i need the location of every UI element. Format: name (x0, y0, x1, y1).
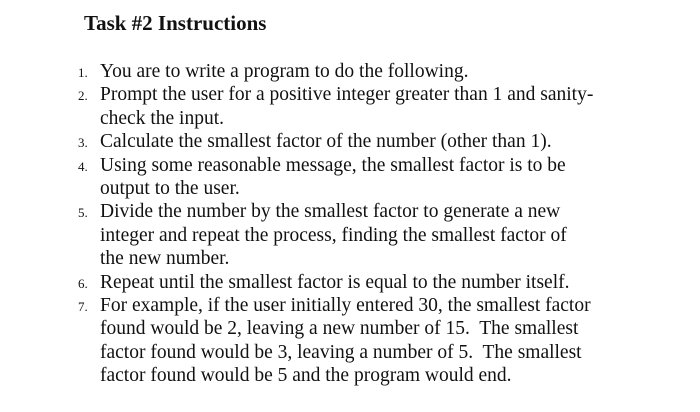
instruction-line: check the input. (100, 107, 224, 129)
instruction-line: You are to write a program to do the following. (100, 61, 469, 82)
instruction-line: the new number. (100, 248, 230, 270)
instruction-item (78, 200, 638, 270)
instruction-number: 6. (78, 275, 88, 291)
instruction-line: integer and repeat the process, finding the smallest factor of (100, 224, 567, 246)
instruction-number: 3. (78, 135, 88, 151)
page-title: Task #2 Instructions (84, 11, 267, 35)
instruction-number: 5. (78, 205, 88, 221)
instruction-line: Divide the number by the smallest factor to generate a new (100, 201, 561, 223)
instruction-number: 7. (78, 299, 88, 315)
instruction-item (78, 83, 638, 130)
instruction-number: 4. (78, 158, 88, 174)
instruction-item (78, 294, 638, 388)
instruction-item (78, 130, 638, 153)
instruction-line: Prompt the user for a positive integer greater than 1 and sanity- (100, 84, 594, 106)
instruction-line: output to the user. (100, 178, 240, 200)
instruction-item (78, 60, 638, 83)
instruction-line: Using some reasonable message, the smallest factor is to be (100, 154, 566, 176)
instruction-item (78, 154, 638, 201)
instruction-line: For example, if the user initially entered 30, the smallest factor (100, 295, 591, 317)
instruction-line: factor found would be 3, leaving a number of 5. The smallest (100, 341, 582, 363)
instruction-number: 1. (78, 65, 88, 80)
instruction-line: Repeat until the smallest factor is equal to the number itself. (100, 271, 570, 293)
instruction-list (78, 60, 638, 388)
instruction-line: found would be 2, leaving a new number of 15. The smallest (100, 318, 579, 340)
instruction-line: Calculate the smallest factor of the number (other than 1). (100, 131, 552, 153)
instruction-item (78, 271, 638, 294)
instruction-number: 2. (78, 88, 88, 104)
instruction-line: factor found would be 5 and the program would end. (100, 365, 512, 387)
